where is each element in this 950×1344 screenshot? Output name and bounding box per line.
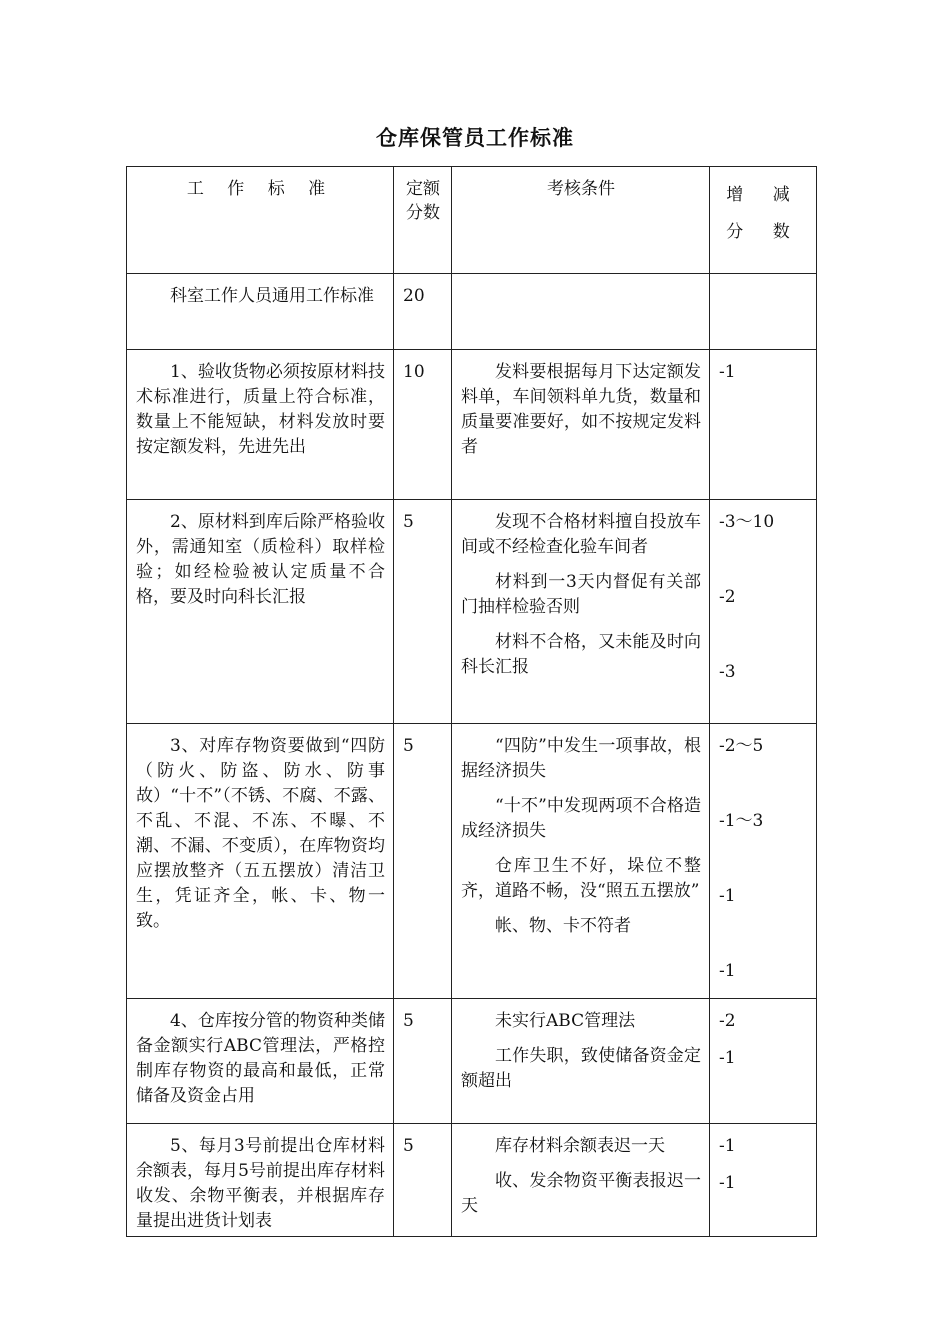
conditions-cell — [452, 999, 710, 1124]
conditions-cell — [452, 500, 710, 724]
quota-cell: 5 — [394, 999, 452, 1124]
standards-table — [126, 166, 817, 1237]
header-adjust-line1: 增 减 — [726, 185, 802, 205]
condition-text: 未实行ABC管理法 — [495, 1011, 636, 1031]
header-quota — [394, 167, 452, 274]
header-quota-line1: 定额 — [406, 179, 440, 199]
quota-cell: 5 — [394, 1124, 452, 1237]
score-value: -2～5 — [719, 736, 764, 756]
score-value: -1 — [719, 1048, 736, 1068]
score-value: -1 — [719, 886, 736, 906]
scores-cell — [710, 274, 817, 350]
conditions-cell — [452, 724, 710, 999]
score-value: -1～3 — [719, 811, 764, 831]
condition-text: 帐、物、卡不符者 — [495, 916, 631, 936]
condition-text: 库存材料余额表迟一天 — [495, 1136, 665, 1156]
table-row — [127, 500, 817, 724]
condition-text: 材料到一3天内督促有关部门抽样检验否则 — [461, 572, 701, 617]
condition-text: “十不”中发现两项不合格造成经济损失 — [461, 796, 701, 841]
condition-text: 发现不合格材料擅自投放车间或不经检查化验车间者 — [461, 512, 701, 557]
table-row — [127, 350, 817, 500]
standard-cell: 4、仓库按分管的物资种类储备金额实行ABC管理法，严格控制库存物资的最高和最低，正常储备及资金占用 — [127, 999, 394, 1124]
table-row — [127, 1124, 817, 1237]
score-value: -2 — [719, 1011, 736, 1031]
table-row — [127, 274, 817, 350]
condition-text: 仓库卫生不好，垛位不整齐，道路不畅，没“照五五摆放” — [461, 856, 701, 901]
header-adjust-line2: 分 数 — [726, 222, 802, 242]
scores-cell — [710, 999, 817, 1124]
score-value: -1 — [719, 1136, 736, 1156]
condition-text: 发料要根据每月下达定额发料单，车间领料单九货，数量和质量要准要好，如不按规定发料者 — [461, 362, 701, 457]
conditions-cell — [452, 350, 710, 500]
quota-cell: 10 — [394, 350, 452, 500]
condition-text: “四防”中发生一项事故，根据经济损失 — [461, 736, 701, 781]
standard-cell: 2、原材料到库后除严格验收外，需通知室（质检科）取样检验；如经检验被认定质量不合格，要及时向科长汇报 — [127, 500, 394, 724]
table-row — [127, 724, 817, 999]
page-title: 仓库保管员工作标准 — [376, 126, 574, 150]
standard-cell: 1、验收货物必须按原材料技术标准进行，质量上符合标准，数量上不能短缺，材料发放时要按定额发料，先进先出 — [127, 350, 394, 500]
score-value: -1 — [719, 961, 736, 981]
standard-cell: 5、每月3号前提出仓库材料余额表，每月5号前提出库存材料收发、余物平衡表，并根据库存量提出进货计划表 — [127, 1124, 394, 1237]
conditions-cell — [452, 1124, 710, 1237]
table-row — [127, 999, 817, 1124]
header-standard: 工 作 标 准 — [127, 167, 394, 274]
header-quota-line2: 分数 — [406, 203, 440, 223]
condition-text: 材料不合格，又未能及时向科长汇报 — [461, 632, 701, 677]
condition-text: 工作失职，致使储备资金定额超出 — [461, 1046, 701, 1091]
table-header-row — [127, 167, 817, 274]
scores-cell — [710, 500, 817, 724]
conditions-cell — [452, 274, 710, 350]
condition-text: 收、发余物资平衡表报迟一天 — [461, 1171, 701, 1216]
score-value: -3～10 — [719, 512, 775, 532]
header-adjust — [710, 167, 817, 274]
quota-cell: 20 — [394, 274, 452, 350]
scores-cell — [710, 724, 817, 999]
score-value: -3 — [719, 662, 736, 682]
score-value: -1 — [719, 1173, 736, 1193]
scores-cell — [710, 350, 817, 500]
quota-cell: 5 — [394, 500, 452, 724]
header-conditions: 考核条件 — [452, 167, 710, 274]
quota-cell: 5 — [394, 724, 452, 999]
scores-cell — [710, 1124, 817, 1237]
standard-cell: 科室工作人员通用工作标准 — [127, 274, 394, 350]
score-value: -1 — [719, 362, 736, 382]
score-value: -2 — [719, 587, 736, 607]
standard-cell: 3、对库存物资要做到“四防（防火、防盗、防水、防事故）“十不”（不锈、不腐、不露、不乱、不混、不冻、不曝、不潮、不漏、不变质），在库物资均应摆放整齐（五五摆放）清洁卫生，凭证齐全，帐、卡、物一致。 — [127, 724, 394, 999]
